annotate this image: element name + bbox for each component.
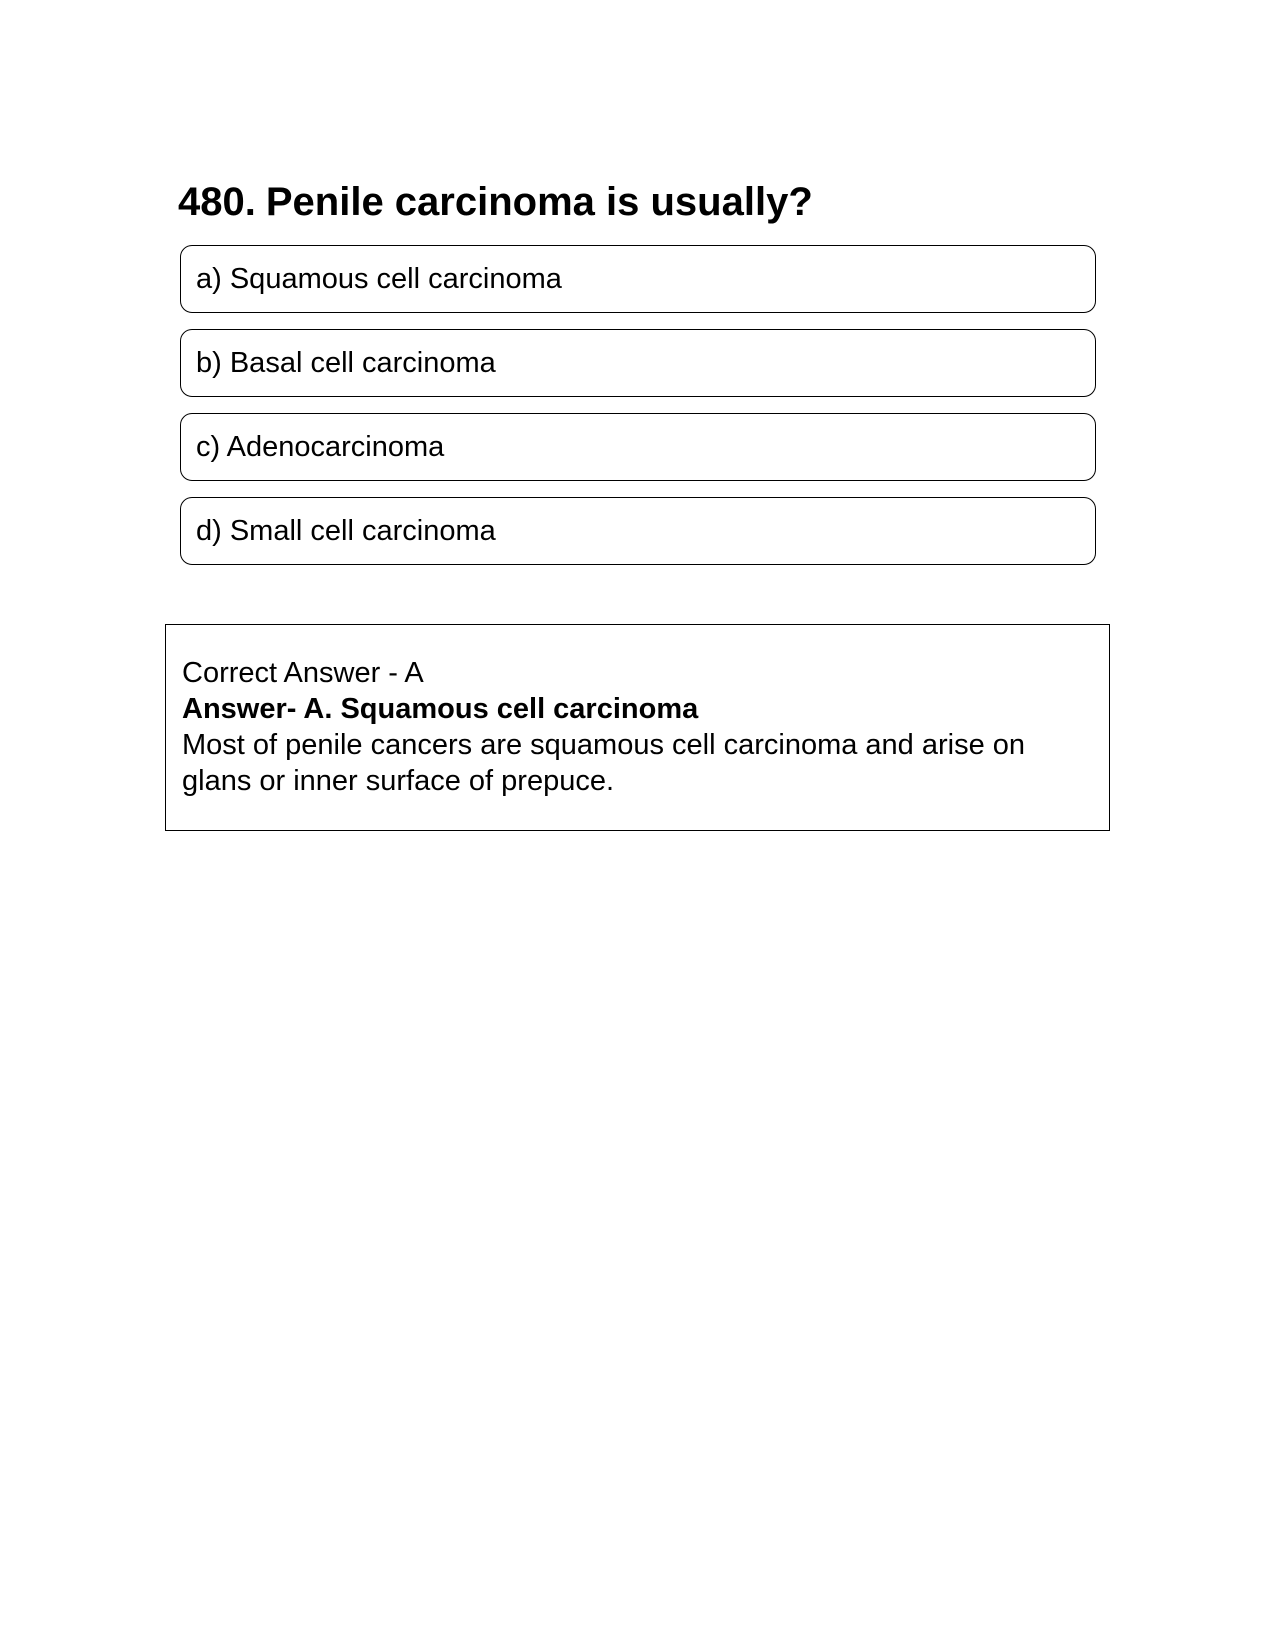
option-d[interactable] (180, 497, 1096, 565)
question-heading (178, 176, 813, 228)
question-number: 480. (178, 180, 256, 224)
answer-title: Answer- A. Squamous cell carcinoma (182, 693, 699, 725)
option-b-label: b) Basal cell carcinoma (196, 346, 496, 379)
option-d-label: d) Small cell carcinoma (196, 514, 496, 547)
option-a[interactable] (180, 245, 1096, 313)
option-c[interactable] (180, 413, 1096, 481)
option-c-label: c) Adenocarcinoma (196, 430, 445, 463)
answer-box (165, 624, 1110, 831)
answer-explanation: Most of penile cancers are squamous cell carcinoma and arise on glans or inner surface of prepuce. (182, 729, 1026, 797)
correct-answer-line: Correct Answer - A (182, 657, 424, 689)
option-a-label: a) Squamous cell carcinoma (196, 262, 562, 295)
option-b[interactable] (180, 329, 1096, 397)
question-text: Penile carcinoma is usually? (265, 180, 813, 224)
